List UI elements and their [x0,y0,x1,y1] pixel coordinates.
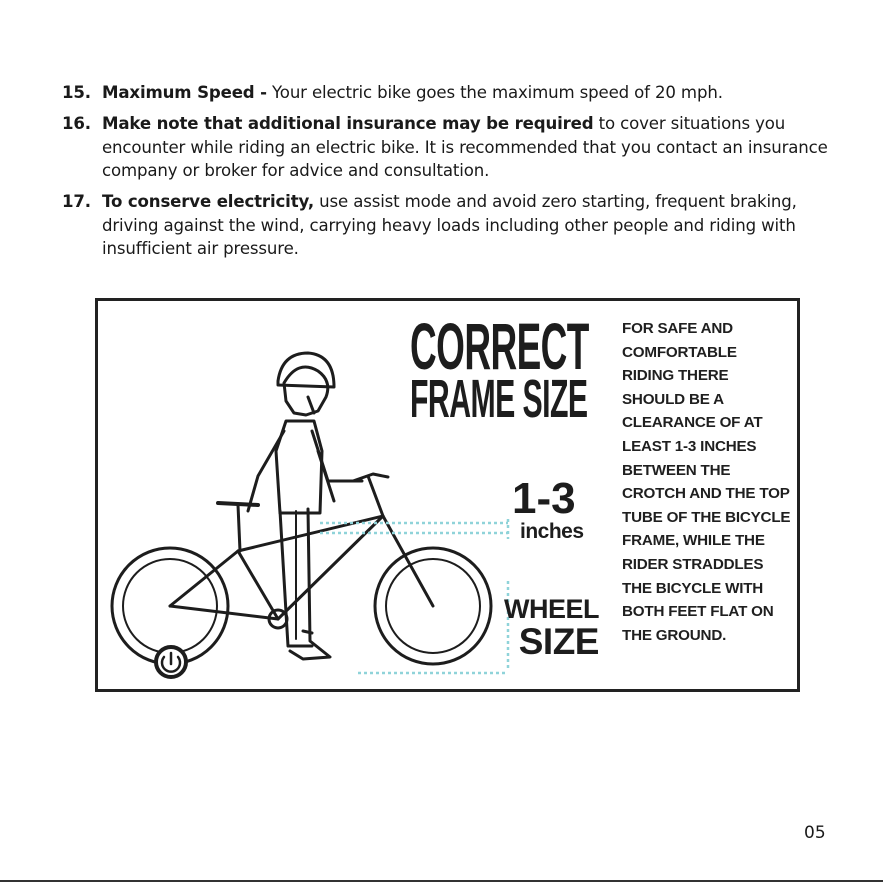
note-item [62,112,832,183]
headline-line-2: FRAME SIZE [410,369,588,429]
frame-size-headline [410,309,595,429]
safety-notes-list [62,81,832,268]
note-text: use assist mode and avoid zero starting, frequent braking, driving against the wind, carrying heavy loads including other people and riding with insufficient air pressure. [102,192,797,258]
note-lead: Maximum Speed - [102,83,267,102]
note-item [62,81,832,105]
note-lead: To conserve electricity, [102,192,315,211]
note-item [62,190,832,261]
wheel-label-line-2: SIZE [518,621,599,662]
note-text: Your electric bike goes the maximum speed of 20 mph. [266,83,723,102]
headline-line-1: CORRECT [410,309,589,383]
clearance-unit: inches [520,520,584,543]
bottom-divider [0,880,883,882]
page-number: 05 [804,823,826,843]
clearance-advice-text: FOR SAFE AND COMFORTABLE RIDING THERE SHOULD BE A CLEARANCE OF AT LEAST 1-3 INCHES BETWEEN THE CROTCH AND THE TOP TUBE OF THE BICYCLE FRAME, WHILE THE RIDER STRADDLES THE BICYCLE WITH BOTH FEET FLAT ON THE GROUND. [622,320,791,644]
note-text: to cover situations you encounter while riding an electric bike. It is recommended that you contact an insurance company or broker for advice and consultation. [102,114,828,180]
note-number: 16. [62,114,91,133]
note-lead: Make note that additional insurance may be required [102,114,594,133]
note-number: 15. [62,83,91,102]
frame-size-illustration [95,298,800,692]
wheel-label-line-1: WHEEL [504,594,599,624]
wheel-size-label [501,594,599,660]
clearance-range: 1-3 [512,474,576,523]
note-number: 17. [62,192,91,211]
